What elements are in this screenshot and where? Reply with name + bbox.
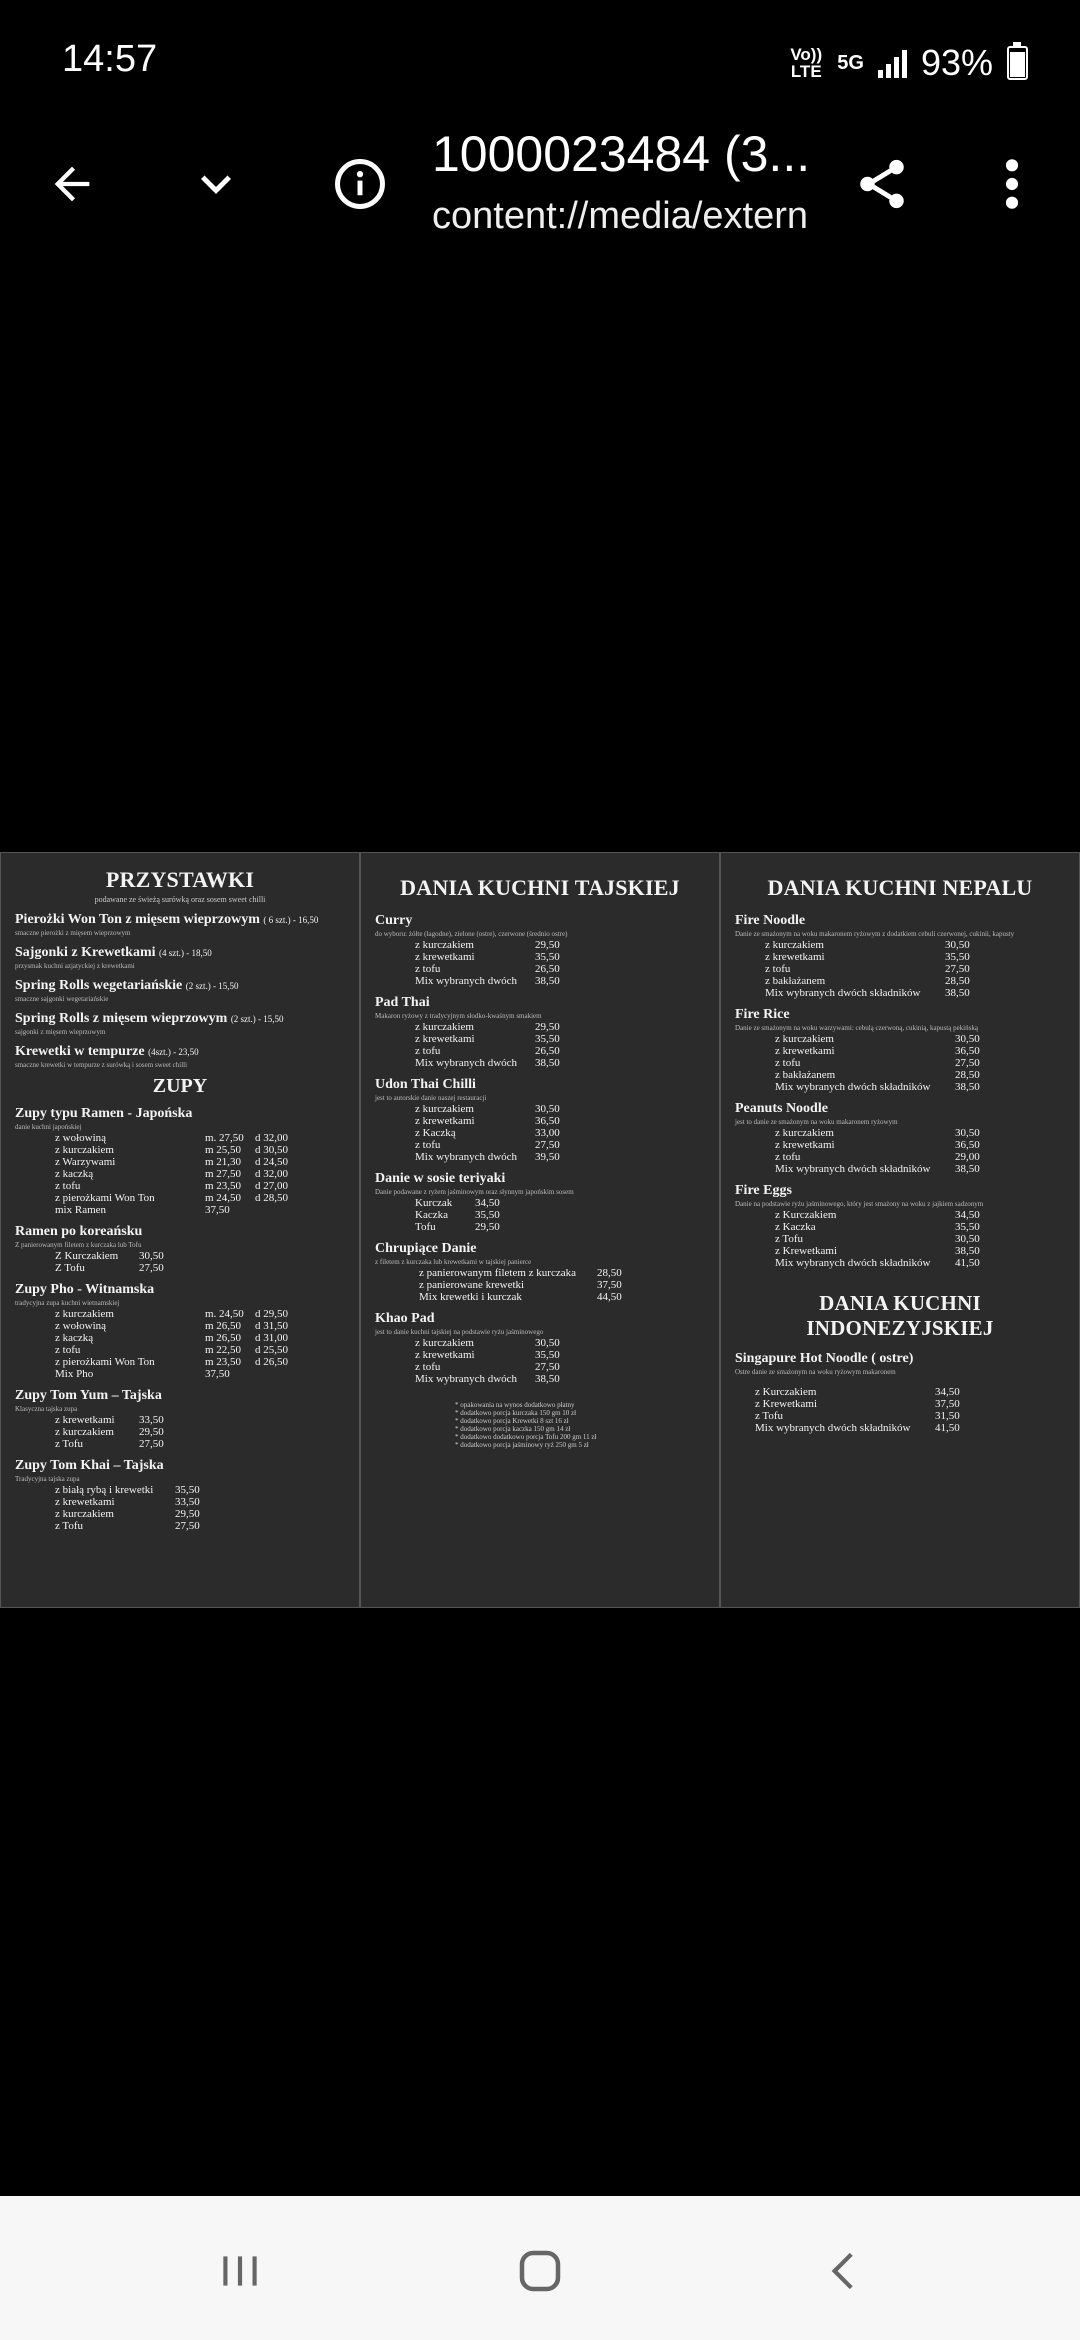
menu-item-desc: Makaron ryżowy z tradycyjnym słodko-kwaśnym smakiem — [375, 1012, 542, 1020]
chevron-down-icon[interactable] — [180, 148, 252, 220]
menu-item-desc: jest to autorskie danie naszej restauracji — [375, 1094, 487, 1102]
menu-item-desc: Danie podawane z ryżem jaśminowym oraz słynnym japońskim sosem — [375, 1188, 574, 1196]
price-list: z kurczakiem 30,50 z krewetkami 36,50 z Kaczką 33,00 z tofu 27,50 Mix wybranych dwóch 39,50 — [415, 1103, 560, 1163]
menu-panel-thai — [360, 852, 720, 1608]
menu-panel-appetizers-soups — [0, 852, 360, 1608]
menu-item: Sajgonki z Krewetkami (4 szt.) - 18,50 — [15, 945, 212, 960]
battery-icon — [1007, 46, 1028, 80]
price-list: z panierowanym filetem z kurczaka 28,50 z panierowane krewetki 37,50 Mix krewetki i kurczak 44,50 — [419, 1267, 622, 1303]
price-list: z kurczakiem 30,50 z krewetkami 36,50 z tofu 27,50 z bakłażanem 28,50 Mix wybranych dwóch składników 38,50 — [775, 1033, 980, 1093]
soups-heading: ZUPY — [152, 1075, 208, 1097]
menu-item: Spring Rolls z mięsem wieprzowym (2 szt.) - 15,50 — [15, 1011, 284, 1026]
menu-item: Zupy Tom Khai – Tajska — [15, 1458, 164, 1473]
menu-item: Pad Thai — [375, 995, 430, 1010]
menu-item: Zupy typu Ramen - Japońska — [15, 1106, 193, 1121]
section-heading: DANIA KUCHNI INDONEZYJSKIEJ — [806, 1291, 994, 1340]
menu-item-desc: jest to danie kuchni tajskiej na podstawie ryżu jaśminowego — [375, 1328, 544, 1336]
menu-item-desc: smaczne sajgonki wegetariańskie — [15, 995, 109, 1003]
menu-item: Krewetki w tempurze (4szt.) - 23,50 — [15, 1044, 199, 1059]
price-list: z wołowiną m. 27,50 d 32,00 z kurczakiem m 25,50 d 30,50 z Warzywami m 21,30 d 24,50 z kaczką m 27,50 d 32,00 z tofu m 23,50 d 27,00 z pierożkami Won Ton m 24,50 d 28,50 mix Ramen 37,50 — [55, 1132, 288, 1216]
menu-item: Pierożki Won Ton z mięsem wieprzowym ( 6 szt.) - 16,50 — [15, 912, 319, 927]
section-heading: DANIA KUCHNI TAJSKIEJ — [400, 875, 680, 900]
price-list: Kurczak 34,50 Kaczka 35,50 Tofu 29,50 — [415, 1197, 500, 1233]
navigation-bar — [0, 2196, 1080, 2340]
status-bar — [0, 0, 1080, 120]
menu-item-desc: sajgonki z mięsem wieprzowym — [15, 1028, 106, 1036]
price-list: Z Kurczakiem 30,50 Z Tofu 27,50 — [55, 1250, 164, 1274]
home-icon[interactable] — [490, 2236, 590, 2306]
section-note: podawane ze świeżą surówką oraz sosem sweet chilli — [94, 895, 266, 904]
info-icon[interactable] — [324, 148, 396, 220]
price-list: z kurczakiem 30,50 z krewetkami 35,50 z tofu 27,50 z bakłażanem 28,50 Mix wybranych dwóch składników 38,50 — [765, 939, 970, 999]
battery-percent: 93% — [920, 42, 993, 83]
price-list: z kurczakiem 30,50 z krewetkami 35,50 z tofu 27,50 Mix wybranych dwóch 38,50 — [415, 1337, 560, 1385]
menu-item: Danie w sosie teriyaki — [375, 1171, 506, 1186]
menu-item-desc: przysmak kuchni azjatyckiej z krewetkami — [15, 962, 135, 970]
menu-panel-nepal-indonesia — [720, 852, 1080, 1608]
more-options-icon[interactable] — [976, 148, 1048, 220]
recent-apps-icon[interactable] — [190, 2236, 290, 2306]
menu-item-desc: Danie ze smażonym na woku warzywami: cebulą czerwoną, cukinią, kapustą pekińską — [735, 1024, 978, 1032]
section-heading: DANIA KUCHNI NEPALU — [767, 875, 1033, 900]
price-list: z Kurczakiem 34,50 z Kaczka 35,50 z Tofu 30,50 z Krewetkami 38,50 Mix wybranych dwóch składników 41,50 — [775, 1209, 980, 1269]
menu-item: Fire Rice — [735, 1007, 790, 1022]
menu-item-desc: Klasyczna tajska zupa — [15, 1405, 78, 1413]
menu-item: Ramen po koreańsku — [15, 1224, 143, 1239]
menu-item: Peanuts Noodle — [735, 1101, 828, 1116]
menu-item-desc: do wyboru: żółte (łagodne), zielone (ostre), czerwone (średnio ostre) — [375, 930, 568, 938]
menu-item: Curry — [375, 913, 413, 928]
menu-image[interactable] — [0, 852, 1080, 1608]
menu-item-desc: z filetem z kurczaka lub krewetkami w tajskiej panierce — [375, 1258, 532, 1266]
price-list: z kurczakiem 29,50 z krewetkami 35,50 z tofu 26,50 Mix wybranych dwóch 38,50 — [415, 1021, 560, 1069]
menu-item-desc: Danie na podstawie ryżu jaśminowego, który jest smażony na woku z jajkiem sadzonym — [735, 1200, 984, 1208]
file-title: 1000023484 (3... — [432, 126, 811, 182]
menu-item: Fire Noodle — [735, 913, 806, 928]
price-list: z krewetkami 33,50 z kurczakiem 29,50 z Tofu 27,50 — [55, 1414, 164, 1450]
menu-item: Udon Thai Chilli — [375, 1077, 476, 1092]
section-heading: PRZYSTAWKI — [105, 867, 255, 892]
menu-item: Fire Eggs — [735, 1183, 792, 1198]
price-list: z kurczakiem 29,50 z krewetkami 35,50 z tofu 26,50 Mix wybranych dwóch 38,50 — [415, 939, 560, 987]
status-icons — [789, 42, 1028, 84]
volte-indicator: Vo)) LTE — [790, 45, 823, 81]
menu-item: Zupy Pho - Witnamska — [15, 1282, 155, 1297]
menu-item-desc: Ostre danie ze smażonym na woku ryżowym makaronem — [735, 1368, 896, 1376]
menu-item: Chrupiące Danie — [375, 1241, 477, 1256]
footnotes: * opakowania na wynos dodatkowo płatny * dodatkowo porcja kurczaka 150 gm 10 zł * dodatkowo porcja Krewetki 8 szt 16 zł * dodatkowo porcja kaczka 150 gm 14 zł * dodatkowo dodatkowo porcja Tofu 200 gm 11 zł * dodatkowo porcja jaśminowy ryż 250 gm 5 zł — [455, 1401, 597, 1449]
menu-item-desc: Danie ze smażonym na woku makaronem ryżowym z dodatkiem cebuli czerwonej, cukinii, kapusty — [735, 930, 1015, 938]
menu-item-desc: smaczne krewetki w tempurze z surówką i sosem sweet chilli — [15, 1061, 188, 1069]
menu-item: Zupy Tom Yum – Tajska — [15, 1388, 162, 1403]
menu-item: Singapure Hot Noodle ( ostre) — [735, 1351, 914, 1366]
back-arrow-icon[interactable] — [36, 148, 108, 220]
price-list: z Kurczakiem 34,50 z Krewetkami 37,50 z Tofu 31,50 Mix wybranych dwóch składników 41,50 — [755, 1386, 960, 1434]
back-nav-icon[interactable] — [795, 2236, 895, 2306]
share-icon[interactable] — [846, 148, 918, 220]
network-5g-icon: 5G — [837, 51, 864, 74]
menu-item: Khao Pad — [375, 1311, 435, 1326]
menu-item: Spring Rolls wegetariańskie (2 szt.) - 15,50 — [15, 978, 239, 993]
price-list: z białą rybą i krewetki 35,50 z krewetkami 33,50 z kurczakiem 29,50 z Tofu 27,50 — [55, 1484, 200, 1532]
price-list: z kurczakiem m. 24,50 d 29,50 z wołowiną m 26,50 d 31,50 z kaczką m 26,50 d 31,00 z tofu m 22,50 d 25,50 z pierożkami Won Ton m 23,50 d 26,50 Mix Pho 37,50 — [55, 1308, 288, 1380]
file-uri: content://media/extern — [432, 195, 808, 237]
price-list: z kurczakiem 30,50 z krewetkami 36,50 z tofu 29,00 Mix wybranych dwóch składników 38,50 — [775, 1127, 980, 1175]
menu-item-desc: jest to danie ze smażonym na woku makaronem ryżowym — [735, 1118, 898, 1126]
menu-item-desc: smaczne pierożki z mięsem wieprzowym — [15, 929, 131, 937]
menu-item-desc: danie kuchni japońskiej — [15, 1123, 82, 1131]
signal-icon — [878, 48, 907, 78]
status-time: 14:57 — [62, 38, 158, 80]
menu-item-desc: Tradycyjna tajska zupa — [15, 1475, 80, 1483]
menu-item-desc: Z panierowanym filetem z kurczaka lub Tofu — [15, 1241, 142, 1249]
menu-item-desc: tradycyjna zupa kuchni wietnamskiej — [15, 1299, 120, 1307]
